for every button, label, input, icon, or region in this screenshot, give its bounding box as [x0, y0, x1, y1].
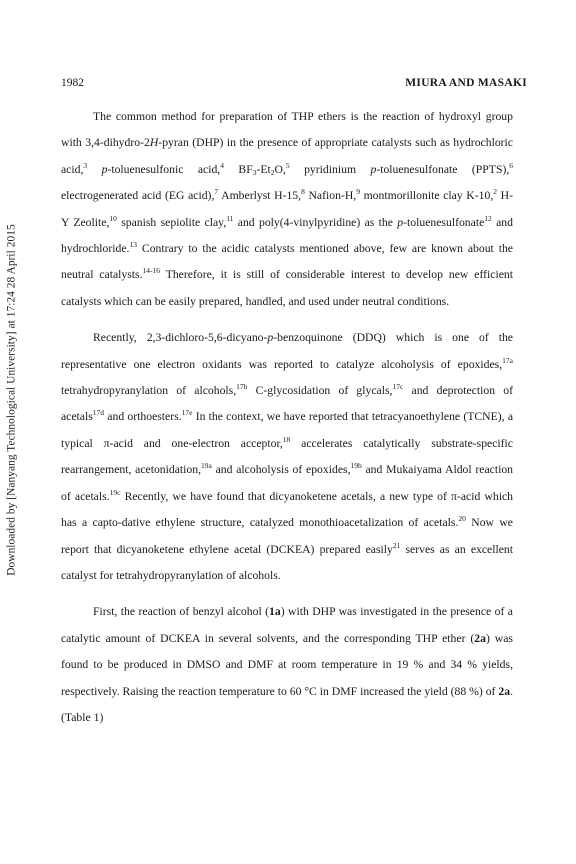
page-number: 1982	[61, 77, 84, 89]
paragraph-benzyl-alcohol-results: First, the reaction of benzyl alcohol (1a) with DHP was investigated in the presence of a catalytic amount of DCKEA in several solvents, and the corresponding THP ether (2a) was found to be produced in DMSO and DMF at room temperature in 19 % and 34 % yields, respectively. Raising the reaction temperature to 60 °C in DMF increased the yield (88 %) of 2a. (Table 1)	[61, 605, 513, 724]
running-head: MIURA AND MASAKI	[405, 77, 527, 89]
download-watermark	[4, 70, 20, 730]
paragraph-thp-ether-methods: The common method for preparation of THP ethers is the reaction of hydroxyl group with 3,4-dihydro-2H-pyran (DHP) in the presence of appropriate catalysts such as hydrochloric acid,$^3$ p-toluenesulfonic acid,$^4$ $BF_3-Et_2O,^5$ pyridinium p-toluenesulfonate (PPTS),$^6$ electrogenerated acid (EG acid),$^7$ Amberlyst H-15,$^8$ Nafion-H,$^9$ montmorillonite clay K-10,$^2$ H-Y Zeolite,$^{10}$ spanish sepiolite clay,$^{11}$ and poly(4-vinylpyridine) as the p-toluenesulfonate$^{12}$ and hydrochloride.$^{13}$ Contrary to the acidic catalysts mentioned above, few are known about the neutral catalysts.$^{14-16}$ Therefore, it is still of considerable interest to develop new efficient catalysts which can be easily prepared, handled, and used under neutral conditions.	[61, 110, 514, 308]
paragraph-ddq-tcne-catalysis: Recently, 2,3-dichloro-5,6-dicyano-p-benzoquinone (DDQ) which is one of the representative one electron oxidants was reported to catalyze alcoholysis of epoxides,$^{17a}$ tetrahydropyranylation of alcohols,$^{17b}$ C-glycosidation of glycals,$^{17c}$ and deprotection of acetals$^{17d}$ and orthoesters.$^{17e}$ In the context, we have reported that tetracyanoethylene (TCNE), a typical π-acid and one-electron acceptor,$^{18}$ accelerates catalytically substrate-specific rearrangement, acetonidation,$^{19a}$ and alcoholysis of epoxides,$^{19b}$ and Mukaiyama Aldol reaction of acetals.$^{19c}$ Recently, we have found that dicyanoketene acetals, a new type of π-acid which has a capto-dative ethylene structure, catalyzed monothioacetalization of acetals.$^{20}$ Now we report that dicyanoketene ethylene acetal (DCKEA) prepared easily$^{21}$ serves as an excellent catalyst for tetrahydropyranylation of alcohols.	[61, 331, 514, 582]
article-body	[61, 104, 513, 731]
download-note-text: Downloaded by [Nanyang Technological University] at 17:24 28 April 2015	[6, 224, 18, 576]
